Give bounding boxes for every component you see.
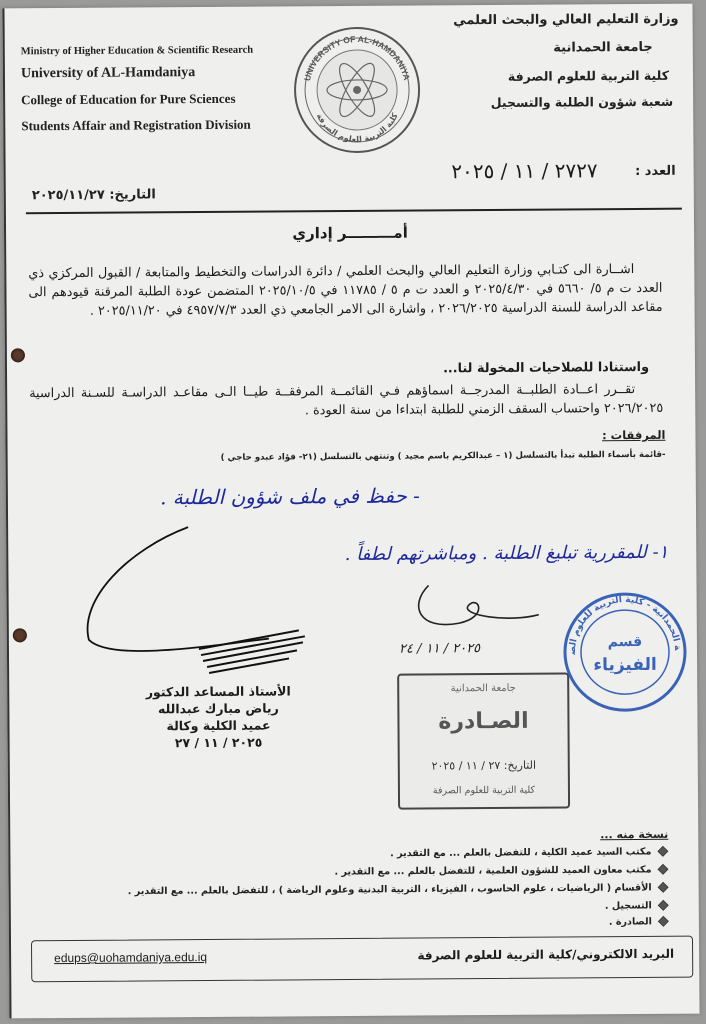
outgoing-stamp	[397, 672, 570, 809]
signatory-title: الأستاذ المساعد الدكتور	[145, 683, 291, 700]
body-paragraph-1: اشــارة الى كتـابي وزارة التعليم العالي والبحث العلمي / دائرة الدراسات والتخطيط والمتابعة / القبول المركزي ذي العدد ت م ٥/ ٥٦٦٠ في ٢٠٢٥/٤/٣٠ و العدد ت م ٥ / ١١٧٨٥ في ٢٠٢٥/١٠/٥ المتضمن عودة الطلبة المرقنة قيودهم الى مقاعد الدراسة للسنة الدراسية ٢٠٢٦/٢٠٢٥ ، واشارة الى الامر الجامعي ذي العدد ٤٩٥٧/٧/٣ في ٢٠٢٥/١١/٢٠ .	[28, 262, 663, 319]
footer-label: البريد الالكتروني/كلية التربية للعلوم الصرفة	[417, 946, 675, 963]
copies-item: الصادرة .	[609, 916, 669, 928]
stamp-dept-name: الفيزياء	[593, 654, 657, 676]
handwritten-note-1: - حفظ في ملف شؤون الطلبة .	[159, 483, 420, 510]
header-ministry-en: Ministry of Higher Education & Scientific Research	[20, 44, 254, 58]
header-division-en: Students Affair and Registration Division	[21, 116, 251, 134]
logo-text-en: UNIVERSITY OF AL-HAMDANIYA	[301, 33, 412, 82]
footer-box	[31, 936, 693, 983]
signatory-name: رياض مبارك عبدالله	[157, 700, 279, 717]
punch-hole	[13, 628, 27, 642]
bullet-icon	[658, 864, 669, 875]
logo-text-ar: كلية التربية للعلوم الصرفة	[314, 111, 400, 144]
page-title: أمـــــــــر إداري	[292, 223, 408, 243]
date-row	[32, 187, 156, 203]
punch-hole	[11, 348, 25, 362]
bullet-icon	[658, 916, 669, 927]
header-ministry-ar: وزارة التعليم العالي والبحث العلمي	[453, 11, 679, 29]
date-label: التاريخ:	[109, 187, 156, 203]
copies-item: مكتب السيد عميد الكلية ، للتفضل بالعلم ... مع التقدير .	[390, 846, 668, 859]
attachments-label: المرفقات :	[602, 427, 666, 443]
copies-item: الأقسام ( الرياضيات ، علوم الحاسوب ، الفيزياء ، التربية البدنية وعلوم الرياضة ) ، للتفضل بالعلم ... مع التقدير .	[128, 882, 669, 897]
header-division-ar: شعبة شؤون الطلبة والتسجيل	[490, 93, 674, 111]
body-paragraph-3: تقــرر اعــادة الطلبــة المدرجــة اسماؤهم فـي القائمــة المرفقــة طيــا الـى مقاعـد الدراسـة للسـنة الدراسية ٢٠٢٦/٢٠٢٥ واحتساب السقف الزمني للطلبة ابتداءا من سنة العودة .	[29, 382, 664, 419]
bullet-icon	[658, 882, 669, 893]
document-page	[2, 4, 699, 1019]
copies-item: التسجيل .	[605, 900, 669, 912]
attachments-item: -قائمة بأسماء الطلبة تبدأ بالتسلسل (١ – عبدالكريم باسم مجيد ) وتنتهي بالتسلسل (٢١- فؤاد عبدو حاجي )	[220, 449, 666, 463]
signatory-block	[133, 682, 303, 751]
signatory-date: ٢٠٢٥ / ١١ / ٢٧	[174, 734, 263, 751]
university-logo	[291, 23, 424, 156]
stamp-dept-label: قسم	[607, 633, 643, 651]
stamp-date: التاريخ: ٢٧ / ١١ / ٢٠٢٥	[431, 758, 537, 773]
header-divider	[26, 208, 682, 215]
department-stamp	[561, 590, 690, 715]
bullet-icon	[658, 900, 669, 911]
header-university-en: University of AL-Hamdaniya	[20, 65, 196, 82]
footer-email[interactable]: edups@uohamdaniya.edu.iq	[54, 950, 208, 966]
header-college-en: College of Education for Pure Sciences	[21, 90, 236, 108]
header-college-ar: كلية التربية للعلوم الصرفة	[507, 67, 670, 84]
date-value: ٢٠٢٥/١١/٢٧	[31, 187, 105, 204]
handwritten-signature	[398, 575, 548, 646]
header-university-ar: جامعة الحمدانية	[553, 39, 653, 56]
stamp-top: جامعة الحمدانية	[450, 682, 516, 695]
bullet-icon	[657, 846, 668, 857]
dean-signature	[68, 518, 329, 680]
number-value: ٢٧٢٧ / ١١ / ٢٠٢٥	[451, 158, 598, 184]
signatory-position: عميد الكلية وكالة	[166, 717, 271, 734]
stamp-center: الصـادرة	[438, 708, 529, 735]
body-paragraph-2: واستنادا للصلاحيات المخولة لنا...	[442, 359, 650, 377]
handwritten-note-2: ١- للمقررية تبليغ الطلبة . ومباشرتهم لطفاً .	[344, 541, 669, 566]
copies-item: مكتب معاون العميد للشؤون العلمية ، للتفضل بالعلم ... مع التقدير .	[334, 864, 668, 878]
stamp-outer-text: جامعة الحمدانية - كلية التربية للعلوم الصرفة	[567, 595, 683, 655]
copies-title: نسخة منه ...	[600, 827, 669, 842]
handwritten-date: ٢٠٢٥ / ١١ / ٢٤	[398, 641, 481, 657]
stamp-bottom: كلية التربية للعلوم الصرفة	[432, 784, 536, 797]
number-label: العدد :	[634, 163, 676, 180]
